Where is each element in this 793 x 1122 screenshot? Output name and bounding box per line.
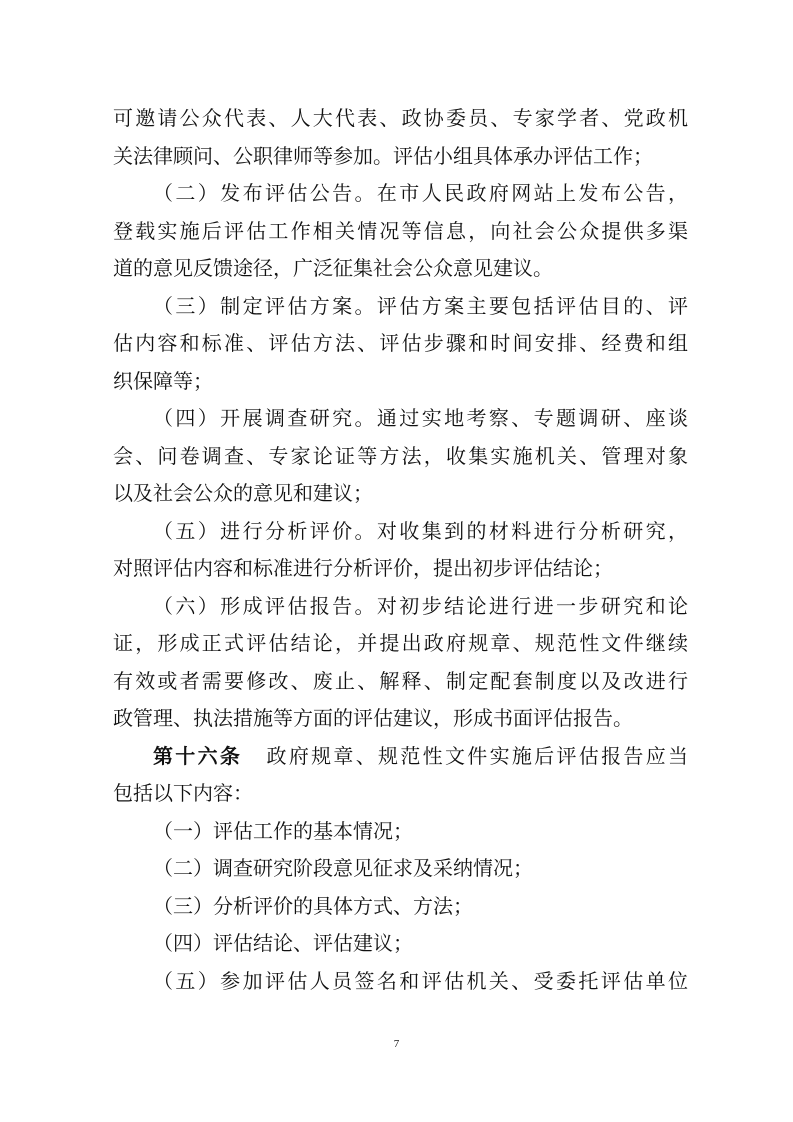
text-line: 估内容和标准、评估方法、评估步骤和时间安排、经费和组 [113,331,688,355]
text-line: 以及社会公众的意见和建议； [113,481,373,505]
text-line: （三）制定评估方案。评估方案主要包括评估目的、评 [153,293,688,318]
text-line: 证，形成正式评估结论，并提出政府规章、规范性文件继续 [113,631,688,655]
article-heading-line [113,738,688,776]
text-line: 包括以下内容： [113,781,253,805]
text-line: 政府规章、规范性文件实施后评估报告应当 [264,743,689,768]
text-line: （三）分析评价的具体方式、方法； [153,893,473,918]
text-line: （二）调查研究阶段意见征求及采纳情况； [153,856,533,880]
text-line: 登载实施后评估工作相关情况等信息，向社会公众提供多渠 [113,218,688,243]
text-line: （六）形成评估报告。对初步结论进行进一步研究和论 [153,593,688,618]
text-line: 织保障等； [113,368,213,393]
text-line: 对照评估内容和标准进行分析评价，提出初步评估结论； [113,556,613,580]
text-line: （五）参加评估人员签名和评估机关、受委托评估单位 [153,968,688,993]
text-line: 有效或者需要修改、废止、解释、制定配套制度以及改进行 [113,668,688,693]
article-number: 第十六条 [153,743,243,768]
text-line: （四）评估结论、评估建议； [153,931,413,955]
text-line: （四）开展调查研究。通过实地考察、专题调研、座谈 [153,406,688,430]
text-line: （五）进行分析评价。对收集到的材料进行分析研究， [153,518,688,543]
text-line: 可邀请公众代表、人大代表、政协委员、专家学者、党政机 [113,106,688,130]
text-line: 会、问卷调查、专家论证等方法，收集实施机关、管理对象 [113,443,688,468]
text-line: （一）评估工作的基本情况； [153,818,413,843]
document-body [113,100,688,1000]
page-number: 7 [393,1038,400,1050]
text-line: 政管理、执法措施等方面的评估建议，形成书面评估报告。 [113,706,633,730]
text-line: 道的意见反馈途径，广泛征集社会公众意见建议。 [113,256,553,280]
text-line: 关法律顾问、公职律师等参加。评估小组具体承办评估工作； [113,143,653,168]
text-line: （二）发布评估公告。在市人民政府网站上发布公告， [153,181,688,205]
